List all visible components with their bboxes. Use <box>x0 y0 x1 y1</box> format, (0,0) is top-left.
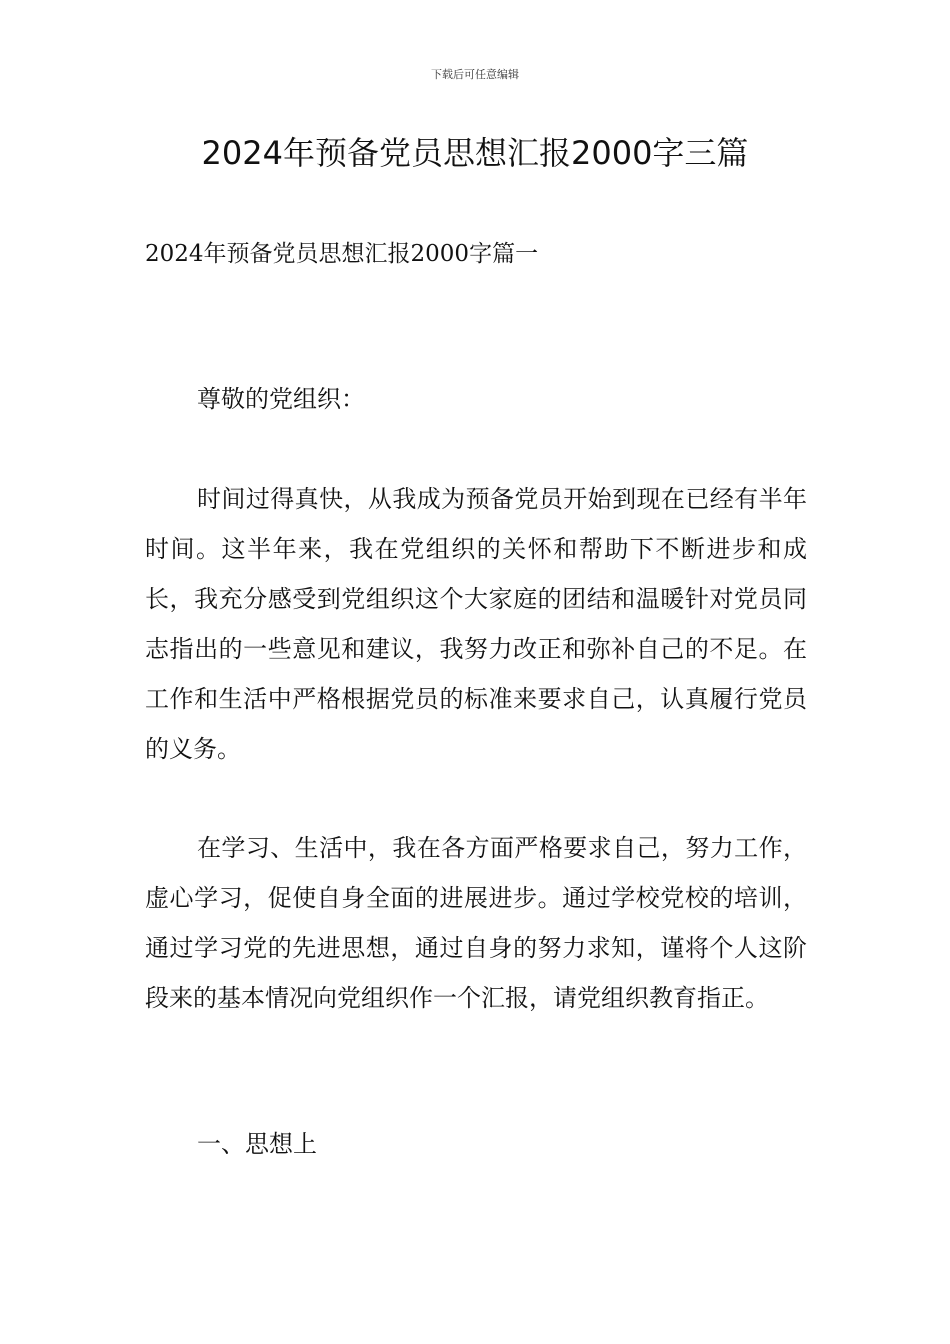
section-heading: 一、思想上 <box>197 1130 317 1158</box>
paragraph-1: 时间过得真快，从我成为预备党员开始到现在已经有半年时间。这半年来，我在党组织的关怀和帮助下不断进步和成长，我充分感受到党组织这个大家庭的团结和温暖针对党员同志指出的一些意见和建议，我努力改正和弥补自己的不足。在工作和生活中严格根据党员的标准来要求自己，认真履行党员的义务。 <box>145 485 807 763</box>
subtitle: 2024年预备党员思想汇报2000字篇一 <box>145 241 539 267</box>
document-title: 2024年预备党员思想汇报2000字三篇 <box>201 134 749 172</box>
header-note: 下载后可任意编辑 <box>431 68 519 81</box>
paragraph-2: 在学习、生活中，我在各方面严格要求自己，努力工作，虚心学习，促使自身全面的进展进步。通过学校党校的培训，通过学习党的先进思想，通过自身的努力求知，谨将个人这阶段来的基本情况向党组织作一个汇报，请党组织教育指正。 <box>145 834 807 1012</box>
greeting: 尊敬的党组织： <box>197 385 365 413</box>
